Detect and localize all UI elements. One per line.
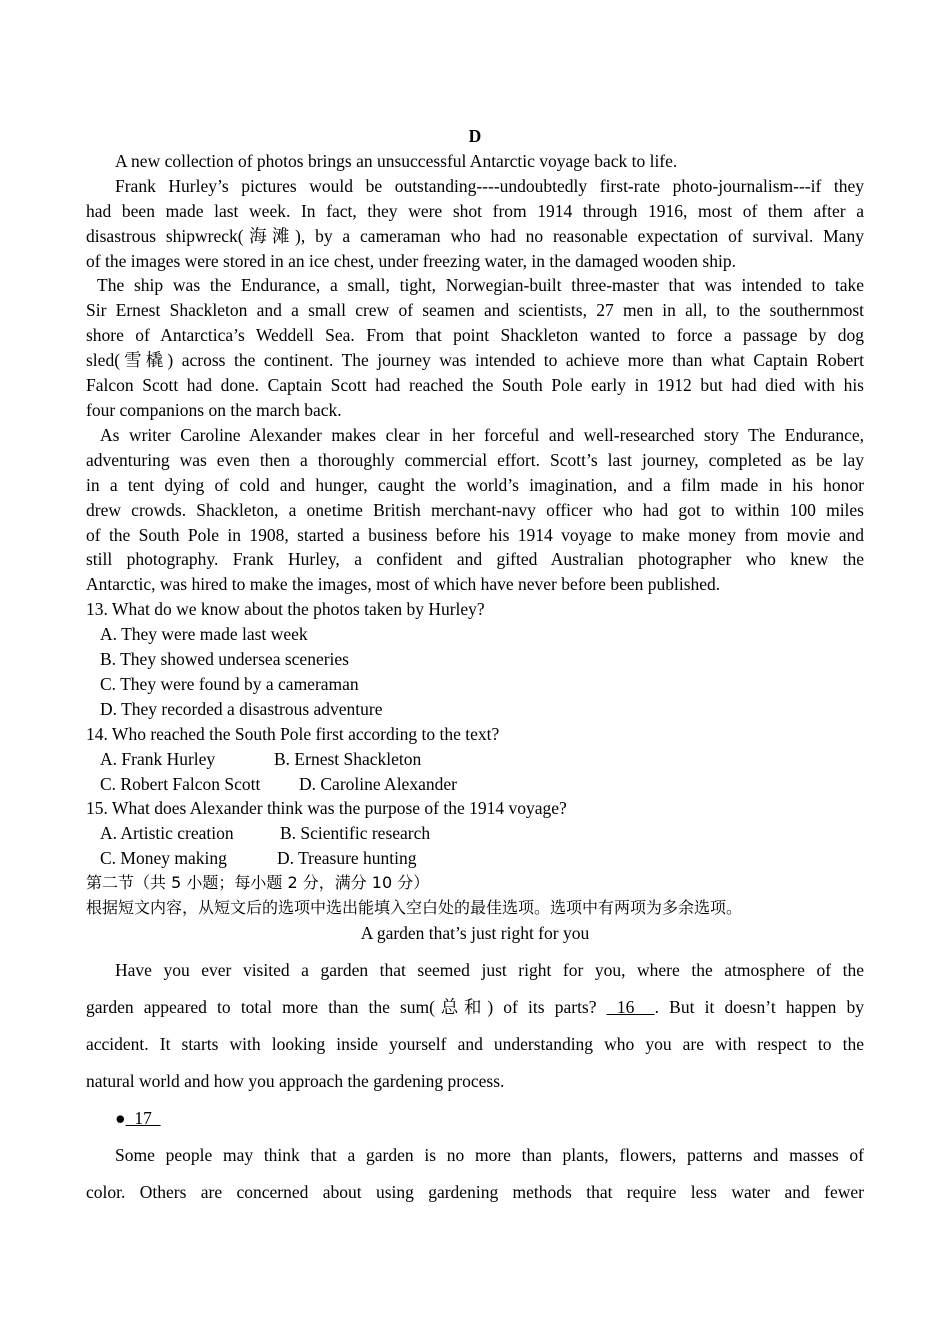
passage-line: disastrous shipwreck(海滩), by a cameraman who had no reasonable expectation of survival. Many bbox=[86, 225, 864, 246]
passage-line: color. Others are concerned about using gardening methods that require less water and fewer bbox=[86, 1181, 864, 1202]
blank-17: 17 bbox=[125, 1107, 161, 1128]
passage-title: A garden that’s just right for you bbox=[360, 923, 590, 943]
passage-line: Antarctic, was hired to make the images, most of which have never before been published. bbox=[86, 574, 721, 595]
passage-line bbox=[86, 989, 864, 1026]
passage-line: drew crowds. Shackleton, a onetime British merchant-navy officer who had got to within 100 miles bbox=[86, 499, 864, 520]
passage-line: Some people may think that a garden is no more than plants, flowers, patterns and masses of bbox=[115, 1144, 864, 1165]
answer-option: B. Scientific research bbox=[280, 823, 431, 844]
blank-16: 16 bbox=[606, 996, 655, 1017]
question-stem: 15. What does Alexander think was the purpose of the 1914 voyage? bbox=[86, 798, 567, 819]
passage-line: adventuring was even then a thoroughly commercial effort. Scott’s last journey, completed as be lay bbox=[86, 449, 864, 470]
answer-option: A. Frank Hurley bbox=[100, 748, 216, 769]
question-stem: 13. What do we know about the photos taken by Hurley? bbox=[86, 599, 485, 620]
bullet-icon: ● bbox=[115, 1107, 126, 1128]
passage-line-end: . But it doesn’t happen by bbox=[654, 996, 865, 1017]
passage-line: four companions on the march back. bbox=[86, 399, 342, 420]
passage-line: Frank Hurley’s pictures would be outstanding----undoubtedly first-rate photo-journalism---if they bbox=[115, 175, 864, 196]
answer-option: D. They recorded a disastrous adventure bbox=[100, 698, 383, 719]
answer-option: B. They showed undersea sceneries bbox=[100, 649, 349, 670]
question-stem: 14. Who reached the South Pole first according to the text? bbox=[86, 723, 500, 744]
passage-line: A new collection of photos brings an unsuccessful Antarctic voyage back to life. bbox=[115, 150, 678, 171]
passage-line: As writer Caroline Alexander makes clear in her forceful and well-researched story The Endurance, bbox=[100, 424, 864, 445]
passage-line: sled(雪橇) across the continent. The journey was intended to achieve more than what Captain Robert bbox=[86, 350, 864, 371]
passage-line: of the South Pole in 1908, started a business before his 1914 voyage to make money from movie and bbox=[86, 524, 864, 545]
section-heading: D bbox=[468, 126, 482, 146]
bullet-heading bbox=[86, 1100, 864, 1137]
section-title: 第二节（共 5 小题；每小题 2 分，满分 10 分） bbox=[86, 873, 430, 893]
passage-line: Have you ever visited a garden that seemed just right for you, where the atmosphere of the bbox=[115, 959, 864, 980]
answer-option-row bbox=[86, 747, 864, 772]
answer-option: C. Robert Falcon Scott bbox=[100, 773, 261, 794]
passage-line: The ship was the Endurance, a small, tight, Norwegian-built three-master that was intended to take bbox=[97, 275, 864, 296]
passage-line: Sir Ernest Shackleton and a small crew of seamen and scientists, 27 men in all, to the southernmost bbox=[86, 300, 864, 321]
passage-line: of the images were stored in an ice chest, under freezing water, in the damaged wooden ship. bbox=[86, 250, 736, 271]
answer-option: C. Money making bbox=[100, 848, 227, 869]
passage-line: had been made last week. In fact, they were shot from 1914 through 1916, most of them after a bbox=[86, 200, 864, 221]
passage-line: accident. It starts with looking inside yourself and understanding who you are with respect to the bbox=[86, 1033, 864, 1054]
answer-option: D. Treasure hunting bbox=[277, 848, 417, 869]
answer-option-row bbox=[86, 772, 864, 797]
section-instruction: 根据短文内容，从短文后的选项中选出能填入空白处的最佳选项。选项中有两项为多余选项。 bbox=[86, 898, 743, 918]
answer-option-row bbox=[86, 846, 864, 871]
passage-line: natural world and how you approach the gardening process. bbox=[86, 1070, 505, 1091]
answer-option: C. They were found by a cameraman bbox=[100, 673, 359, 694]
document-page bbox=[86, 124, 864, 1211]
answer-option: A. They were made last week bbox=[100, 624, 308, 645]
answer-option: D. Caroline Alexander bbox=[299, 773, 457, 794]
garden-passage bbox=[86, 952, 864, 1211]
answer-option: A. Artistic creation bbox=[100, 823, 234, 844]
passage-line: in a tent dying of cold and hunger, caught the world’s imagination, and a film made in his honor bbox=[86, 474, 864, 495]
passage-line-start: garden appeared to total more than the sum(总和) of its parts? bbox=[86, 996, 607, 1017]
answer-option-row bbox=[86, 821, 864, 846]
passage-line: still photography. Frank Hurley, a confident and gifted Australian photographer who knew the bbox=[86, 549, 864, 570]
passage-line: shore of Antarctica’s Weddell Sea. From that point Shackleton wanted to force a passage by dog bbox=[86, 325, 864, 346]
passage-line: Falcon Scott had done. Captain Scott had reached the South Pole early in 1912 but had died with his bbox=[86, 375, 864, 396]
answer-option: B. Ernest Shackleton bbox=[274, 748, 422, 769]
